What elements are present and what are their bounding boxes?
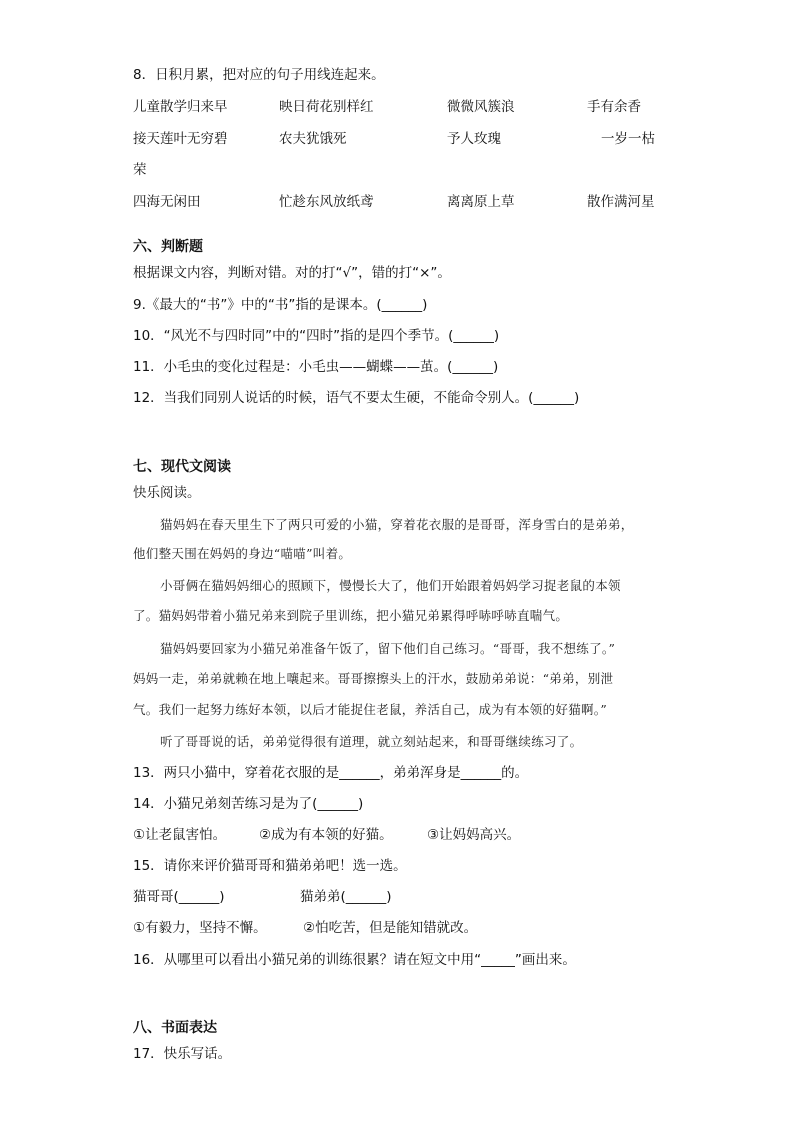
section-heading-judge: 六、判断题 [133,239,203,255]
reading-intro: 快乐阅读。 [133,485,201,501]
match-item: 散作满河星 [587,194,655,210]
option: ③让妈妈高兴。 [427,827,521,843]
passage-line: 猫妈妈要回家为小猫兄弟准备午饭了，留下他们自己练习。“哥哥，我不想练了。” [160,641,616,656]
match-item: 农夫犹饿死 [279,131,347,147]
question-16: 16．从哪里可以看出小猫兄弟的训练很累？请在短文中用“_____”画出来。 [133,952,576,968]
passage-line: 气。我们一起努力练好本领，以后才能捉住老鼠，养活自己，成为有本领的好猫啊。” [133,702,608,717]
match-item: 手有余香 [587,99,641,115]
option: ②成为有本领的好猫。 [259,827,393,843]
option: ①让老鼠害怕。 [133,827,227,843]
match-item: 四海无闲田 [133,194,201,210]
question-13: 13．两只小猫中，穿着花衣服的是______，弟弟浑身是______的。 [133,765,529,781]
question-15: 15．请你来评价猫哥哥和猫弟弟吧！选一选。 [133,858,407,874]
match-item: 微微风簇浪 [447,99,515,115]
match-item: 一岁一枯 [601,131,655,147]
option: ①有毅力，坚持不懈。 [133,920,267,936]
section-heading-reading: 七、现代文阅读 [133,459,231,475]
q8-title: 8．日积月累，把对应的句子用线连起来。 [133,67,385,83]
question-11: 11．小毛虫的变化过程是：小毛虫——蝴蝶——茧。(______) [133,359,499,375]
question-10: 10．“风光不与四时同”中的“四时”指的是四个季节。(______) [133,328,500,344]
match-item-wrap: 荣 [133,162,147,178]
option: ②怕吃苦，但是能知错就改。 [303,920,478,936]
match-item: 儿童散学归来早 [133,99,228,115]
passage-line: 了。猫妈妈带着小猫兄弟来到院子里训练，把小猫兄弟累得呼哧呼哧直喘气。 [133,608,569,623]
passage-line: 妈妈一走，弟弟就赖在地上嚷起来。哥哥擦擦头上的汗水，鼓励弟弟说：“弟弟，别泄 [133,671,614,686]
section-heading-writing: 八、书面表达 [133,1020,217,1036]
match-item: 予人玫瑰 [447,131,501,147]
match-item: 映日荷花别样红 [279,99,374,115]
question-14: 14．小猫兄弟刻苦练习是为了(______) [133,796,364,812]
question-9: 9.《最大的“书”》中的“书”指的是课本。(______) [133,297,428,313]
q15-younger-blank: 猫弟弟(______) [300,889,392,905]
match-item: 忙趁东风放纸鸢 [279,194,374,210]
passage-line: 小哥俩在猫妈妈细心的照顾下，慢慢长大了，他们开始跟着妈妈学习捉老鼠的本领 [160,578,621,593]
match-item: 接天莲叶无穷碧 [133,131,228,147]
question-17: 17．快乐写话。 [133,1046,232,1062]
judge-instruction: 根据课文内容，判断对错。对的打“√”，错的打“×”。 [133,265,451,281]
passage-line: 他们整天围在妈妈的身边“喵喵”叫着。 [133,546,352,561]
q15-brother-blank: 猫哥哥(______) [133,889,225,905]
match-item: 离离原上草 [447,194,515,210]
passage-line: 听了哥哥说的话，弟弟觉得很有道理，就立刻站起来，和哥哥继续练习了。 [160,734,583,749]
passage-line: 猫妈妈在春天里生下了两只可爱的小猫，穿着花衣服的是哥哥，浑身雪白的是弟弟， [160,517,634,532]
question-12: 12．当我们同别人说话的时候，语气不要太生硬，不能命令别人。(______) [133,390,580,406]
